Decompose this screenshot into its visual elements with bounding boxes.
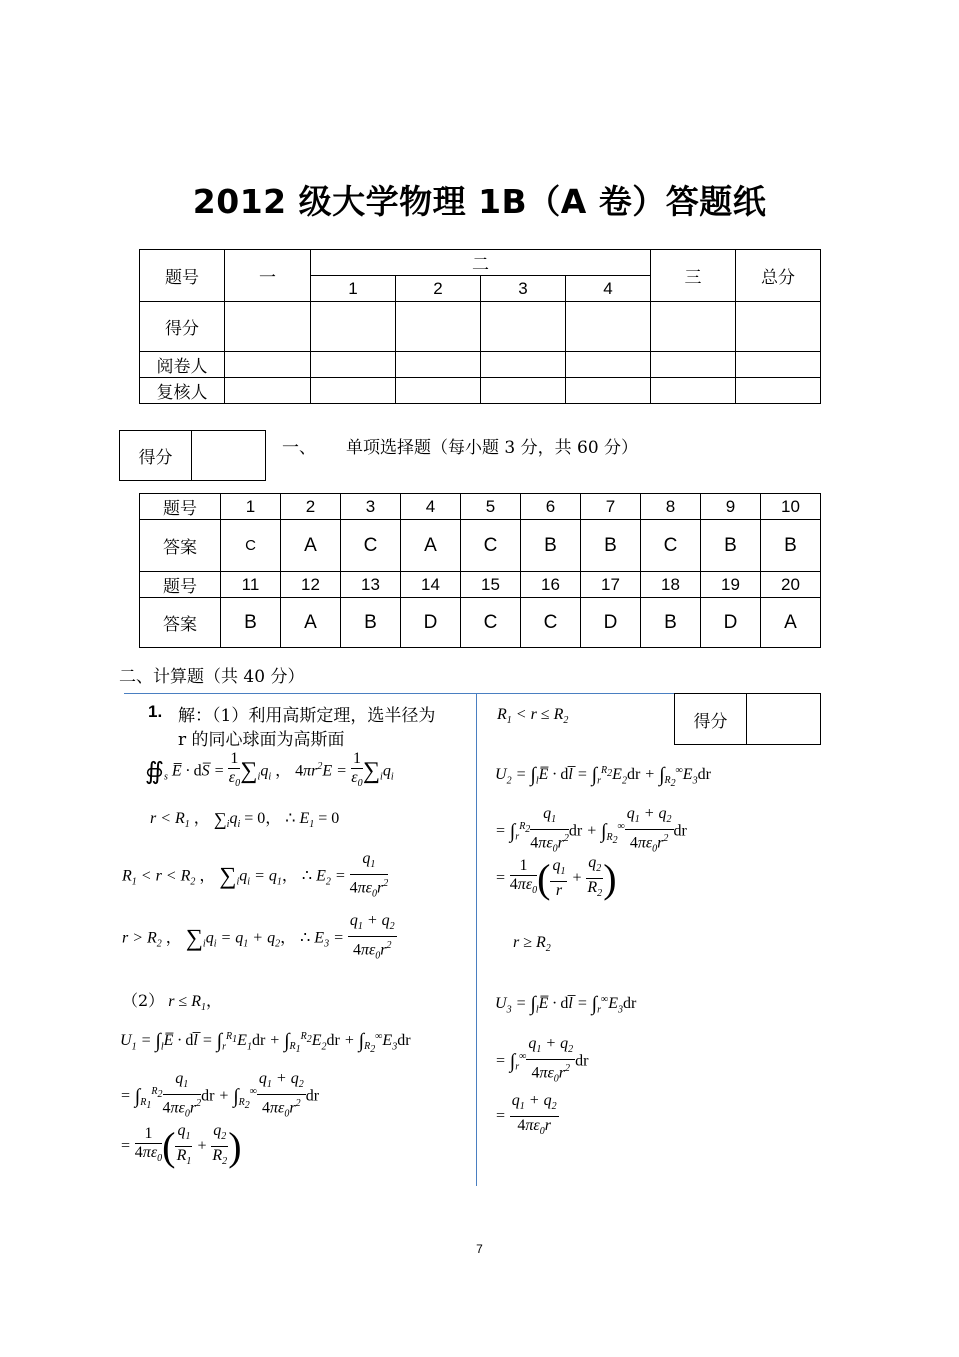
answer-cell: B — [701, 520, 761, 572]
question-number-cell: 12 — [281, 572, 341, 598]
field-region3: $r > R_2$ ， $\sum_iq_i = q_1 + q_2$， ∴ $E_3$ = $\frac{q_1 + q_2}{4\pi\varepsilon_0r^2}$ — [122, 912, 395, 962]
answer-cell: B — [581, 520, 641, 572]
grader-cell — [566, 352, 651, 378]
header-sub-2: 2 — [396, 276, 481, 302]
question-number-cell: 8 — [641, 494, 701, 520]
score-cell — [225, 302, 311, 352]
row-reviewer-label: 复核人 — [140, 378, 225, 404]
gauss-law-equation: $∯_s$ E̅ · dS̅ = $\frac{1}{\varepsilon_0}$ $\sum_iq_i$ ， $4\pi r^2E$ = $\frac{1}{\varepsilon_0}$ $\sum_iq_i$ — [145, 750, 394, 790]
answer-cell: B — [221, 598, 281, 648]
section1-number: 一、 — [282, 438, 316, 458]
section1-score-box — [119, 430, 266, 481]
score-cell — [566, 302, 651, 352]
section1-score-input — [192, 431, 266, 481]
intro-line-1: 解：（1）利用高斯定理，选半径为 — [178, 706, 436, 726]
answer-cell: A — [401, 520, 461, 572]
header-part-three: 三 — [651, 250, 736, 302]
answer-cell: B — [761, 520, 821, 572]
reviewer-cell — [225, 378, 311, 404]
question-number-cell: 13 — [341, 572, 401, 598]
score-cell — [651, 302, 736, 352]
question-number-cell: 3 — [341, 494, 401, 520]
header-part-two: 二 — [311, 250, 651, 276]
potential-u1-result: = $\frac{1}{4\pi\varepsilon_0}$ ( $\frac{q_1}{R_1}$ + $\frac{q_2}{R_2}$ ) — [120, 1122, 242, 1169]
question-number-cell: 10 — [761, 494, 821, 520]
intro-line-2: r 的同心球面为高斯面 — [178, 730, 345, 750]
answer-cell: D — [401, 598, 461, 648]
right-condition-2: $r \ge R_2$ — [513, 934, 551, 955]
column-divider — [476, 693, 477, 1186]
label-question-number: 题号 — [140, 572, 221, 598]
score-cell — [481, 302, 566, 352]
answer-cell: D — [701, 598, 761, 648]
reviewer-cell — [736, 378, 821, 404]
question-number-cell: 16 — [521, 572, 581, 598]
reviewer-cell — [396, 378, 481, 404]
potential-u3-line1: $U_3$ = $\int_lE̅$ · dl̅ = $\int_r^\infty E_3dr$ — [495, 993, 637, 1016]
grader-cell — [396, 352, 481, 378]
potential-u2-result: = $\frac{1}{4\pi\varepsilon_0}$ ( $\frac{q_1}{r}$ + $\frac{q_2}{R_2}$ ) — [495, 854, 617, 901]
potential-u3-line2: = $\int_r^\infty$ $\frac{q_1 + q_2}{4\pi\varepsilon_0r^2}$ dr — [495, 1035, 589, 1085]
header-sub-1: 1 — [311, 276, 396, 302]
field-region2: $R_1 < r < R_2$ ， $\sum_iq_i = q_1$， ∴ $E_2$ = $\frac{q_1}{4\pi\varepsilon_0r^2}$ — [122, 850, 389, 900]
problem-number: 1. — [148, 702, 163, 721]
score-summary-table — [139, 249, 821, 404]
section2-title: 二、计算题（共 40 分） — [119, 667, 305, 687]
right-condition-1: $R_1 < r \le R_2$ — [497, 706, 569, 727]
reviewer-cell — [651, 378, 736, 404]
label-answer: 答案 — [140, 520, 221, 572]
section2-score-input — [747, 694, 821, 745]
potential-u2-line2: = $\int_r^{R_2}$ $\frac{q_1}{4\pi\varepsilon_0r^2}$ dr + $\int_{R_2}^\infty$ $\frac{q_1 + q_2}{4\pi\varepsilon_0r^2}$ dr — [495, 805, 687, 855]
reviewer-cell — [481, 378, 566, 404]
section2-score-box — [674, 693, 821, 745]
reviewer-cell — [566, 378, 651, 404]
field-region1: $r < R_1$ ， $\sum_iq_i = 0$， ∴ $E_1 = 0$ — [150, 808, 340, 831]
question-number-cell: 2 — [281, 494, 341, 520]
score-cell — [736, 302, 821, 352]
question-number-cell: 11 — [221, 572, 281, 598]
header-sub-4: 4 — [566, 276, 651, 302]
answer-table — [139, 493, 821, 648]
grader-cell — [225, 352, 311, 378]
answer-cell: C — [461, 598, 521, 648]
header-question-number: 题号 — [140, 250, 225, 302]
answer-cell: C — [221, 520, 281, 572]
potential-u1-line1: $U_1$ = $\int_lE̅$ · dl̅ = $\int_r^{R_1}E_1dr + \int_{R_1}^{R_2}E_2dr + \int_{R_2}^\infty E_3dr$ — [120, 1030, 411, 1056]
question-number-cell: 9 — [701, 494, 761, 520]
row-grader-label: 阅卷人 — [140, 352, 225, 378]
answer-cell: B — [341, 598, 401, 648]
label-answer: 答案 — [140, 598, 221, 648]
answer-cell: C — [341, 520, 401, 572]
question-number-cell: 17 — [581, 572, 641, 598]
answer-cell: B — [641, 598, 701, 648]
question-number-cell: 14 — [401, 572, 461, 598]
grader-cell — [736, 352, 821, 378]
score-cell — [396, 302, 481, 352]
grader-cell — [651, 352, 736, 378]
question-number-cell: 6 — [521, 494, 581, 520]
section1-score-label: 得分 — [120, 431, 192, 481]
question-number-cell: 19 — [701, 572, 761, 598]
question-number-cell: 7 — [581, 494, 641, 520]
answer-cell: C — [641, 520, 701, 572]
answer-cell: C — [521, 598, 581, 648]
answer-cell: B — [521, 520, 581, 572]
potential-u2-line1: $U_2$ = $\int_lE̅$ · dl̅ = $\int_r^{R_2}E_2dr + \int_{R_2}^\infty E_3dr$ — [495, 764, 711, 790]
answer-cell: C — [461, 520, 521, 572]
question-number-cell: 15 — [461, 572, 521, 598]
question-number-cell: 5 — [461, 494, 521, 520]
score-cell — [311, 302, 396, 352]
answer-cell: A — [281, 598, 341, 648]
page-title: 2012 级大学物理 1B（A 卷）答题纸 — [192, 182, 767, 221]
answer-cell: A — [281, 520, 341, 572]
potential-u1-line2: = $\int_{R_1}^{R_2}$ $\frac{q_1}{4\pi\varepsilon_0r^2}$ dr + $\int_{R_2}^\infty$ $\frac{q_1 + q_2}{4\pi\varepsilon_0r^2}$ dr — [120, 1070, 320, 1120]
section2-score-label: 得分 — [675, 694, 747, 745]
potential-u3-result: = $\frac{q_1 + q_2}{4\pi\varepsilon_0r}$ — [495, 1092, 557, 1138]
row-score-label: 得分 — [140, 302, 225, 352]
section1-title: 单项选择题（每小题 3 分，共 60 分） — [346, 438, 639, 458]
header-part-one: 一 — [225, 250, 311, 302]
grader-cell — [481, 352, 566, 378]
question-number-cell: 20 — [761, 572, 821, 598]
reviewer-cell — [311, 378, 396, 404]
page-number: 7 — [476, 1242, 483, 1256]
question-number-cell: 18 — [641, 572, 701, 598]
header-total: 总分 — [736, 250, 821, 302]
part2-condition: （2） $r \le R_1$， — [122, 991, 222, 1014]
header-sub-3: 3 — [481, 276, 566, 302]
answer-cell: D — [581, 598, 641, 648]
grader-cell — [311, 352, 396, 378]
label-question-number: 题号 — [140, 494, 221, 520]
question-number-cell: 1 — [221, 494, 281, 520]
part2-label: （2） — [122, 991, 165, 1010]
question-number-cell: 4 — [401, 494, 461, 520]
answer-cell: A — [761, 598, 821, 648]
